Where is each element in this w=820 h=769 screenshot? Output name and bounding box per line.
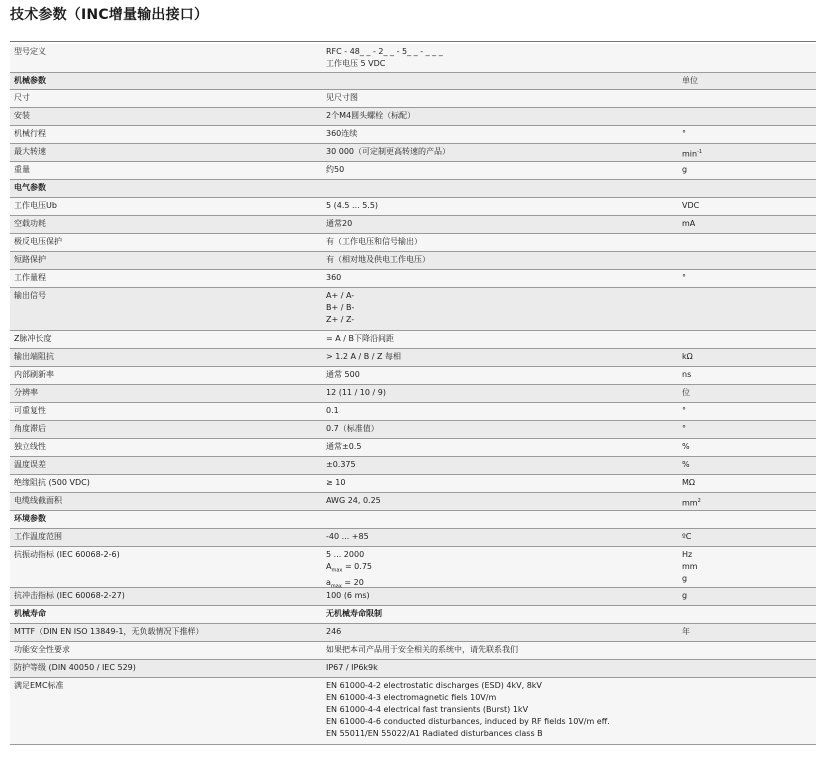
table-row: 防护等级 (DIN 40050 / IEC 529) IP67 / IP6k9k [10, 660, 816, 678]
table-row: 内部刷新率 通常 500 ns [10, 367, 816, 385]
model-code: RFC - 48_ _ - 2_ _ - 5_ _ - _ _ _ [326, 47, 443, 56]
table-row-emc: 满足EMC标准 EN 61000-4-2 electrostatic discharges (ESD) 4kV, 8kV EN 61000-4-3 electromagnetic fiels 10V/m EN 61000-4-4 electrical fast transients (Burst) 1kV EN 61000-4-6 conducted disturbances, induced by RF fields 10V/m eff. EN 55011/EN 55022/A1 Radiated disturbances class B [10, 678, 816, 745]
table-row: 独立线性 通常±0.5 % [10, 439, 816, 457]
model-label: 型号定义 [14, 47, 46, 56]
model-voltage: 工作电压 5 VDC [326, 59, 386, 68]
page-title: 技术参数（INC增量输出接口） [10, 7, 209, 23]
table-row: 功能安全性要求 如果把本司产品用于安全相关的系统中，请先联系我们 [10, 642, 816, 660]
table-row: 极反电压保护 有（工作电压和信号输出） [10, 234, 816, 252]
table-row: 绝缘阻抗 (500 VDC) ≥ 10 MΩ [10, 475, 816, 493]
table-row: 工作温度范围 -40 ... +85 ºC [10, 529, 816, 547]
section-header-mechanical [10, 73, 816, 90]
table-row: 安装 2个M4圆头螺栓（标配） [10, 108, 816, 126]
model-row [10, 44, 816, 73]
table-row: 角度滞后 0.7（标准值） ° [10, 421, 816, 439]
unit-header: 单位 [682, 76, 698, 85]
table-row: 尺寸 见尺寸图 [10, 90, 816, 108]
mechanical-header: 机械参数 [14, 76, 46, 85]
table-row: 输出端阻抗 > 1.2 A / B / Z 每相 kΩ [10, 349, 816, 367]
table-row-output-signal: 输出信号 A+ / A- B+ / B- Z+ / Z- [10, 288, 816, 331]
table-row: 最大转速 30 000（可定制更高转速的产品） $\min^{-1}$ [10, 144, 816, 162]
table-row: 重量 约50 g [10, 162, 816, 180]
table-row: 工作电压Ub 5 (4.5 ... 5.5) VDC [10, 198, 816, 216]
table-row: Z脉冲长度 = A / B下降沿间距 [10, 331, 816, 349]
table-row: MTTF（DIN EN ISO 13849-1，无负载情况下推样） 246 年 [10, 624, 816, 642]
table-row: 电缆线截面积 AWG 24, 0.25 $mm^2$ [10, 493, 816, 511]
table-row: 可重复性 0.1 ° [10, 403, 816, 421]
table-row: 短路保护 有（相对地及供电工作电压） [10, 252, 816, 270]
section-header-environment [10, 511, 816, 529]
electrical-header: 电气参数 [14, 183, 46, 192]
table-row: 机械寿命 无机械寿命限制 [10, 606, 816, 624]
environment-header: 环境参数 [14, 514, 46, 523]
table-row: 工作量程 360 ° [10, 270, 816, 288]
table-row: 抗冲击指标 (IEC 60068-2-27) 100 (6 ms) g [10, 588, 816, 606]
section-header-electrical [10, 180, 816, 198]
table-row: 机械行程 360连续 ° [10, 126, 816, 144]
table-row: 空载功耗 通常20 mA [10, 216, 816, 234]
table-row: 温度误差 ±0.375 % [10, 457, 816, 475]
spec-table [10, 41, 816, 745]
table-row-vibration: 抗振动指标 (IEC 60068-2-6) 5 ... 2000 $A_{max} = 0.75$ $a_{max} = 20$ Hz mm g [10, 547, 816, 588]
table-row: 分辨率 12 (11 / 10 / 9) 位 [10, 385, 816, 403]
